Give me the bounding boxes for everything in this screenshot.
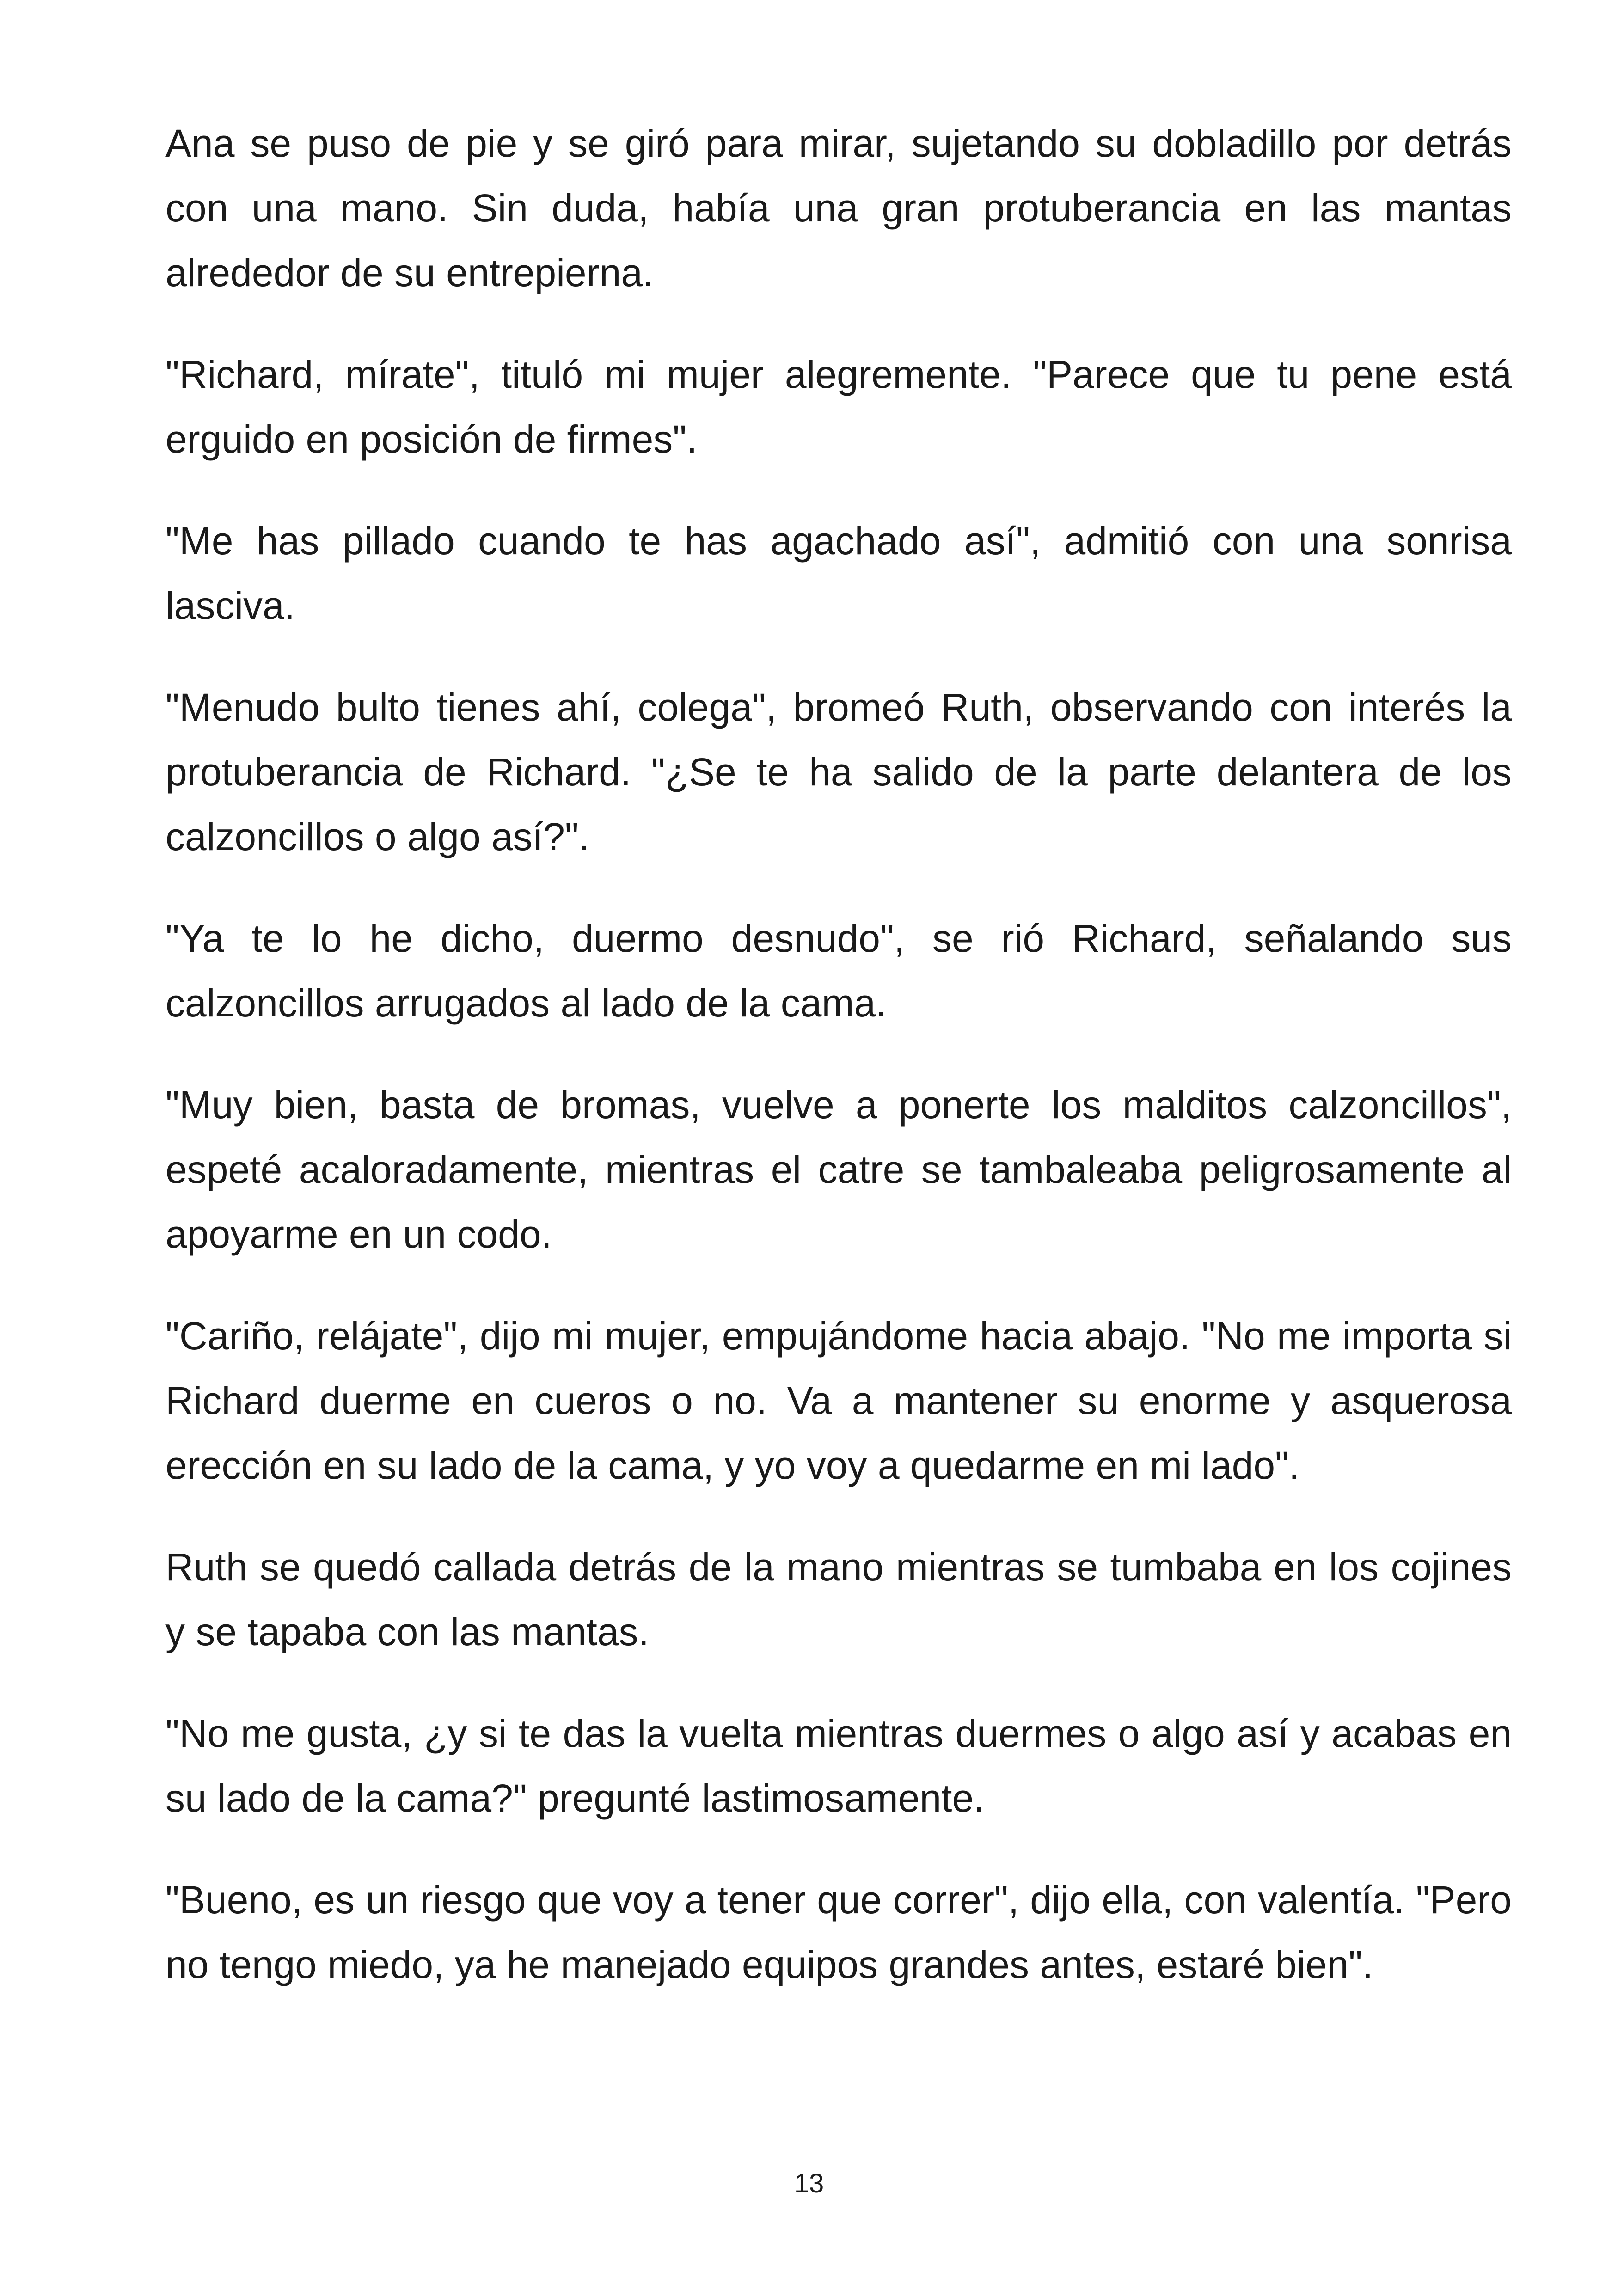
page-number: 13 xyxy=(794,2168,824,2198)
paragraph-6: "Muy bien, basta de bromas, vuelve a ponerte los malditos calzoncillos", espeté acaloradamente, mientras el catre se tambaleaba peligrosamente al apoyarme en un codo. xyxy=(165,1083,1512,1256)
paragraph-2: "Richard, mírate", tituló mi mujer alegremente. "Parece que tu pene está erguido en posición de firmes". xyxy=(165,353,1512,461)
paragraph-10: "Bueno, es un riesgo que voy a tener que correr", dijo ella, con valentía. "Pero no tengo miedo, ya he manejado equipos grandes antes, estaré bien". xyxy=(165,1878,1512,1986)
paragraph-7: "Cariño, relájate", dijo mi mujer, empujándome hacia abajo. "No me importa si Richard duerme en cueros o no. Va a mantener su enorme y asquerosa erección en su lado de la cama, y yo voy a quedarme en mi lado". xyxy=(165,1314,1512,1487)
paragraph-9: "No me gusta, ¿y si te das la vuelta mientras duermes o algo así y acabas en su lado de la cama?" pregunté lastimosamente. xyxy=(165,1712,1512,1820)
paragraph-5: "Ya te lo he dicho, duermo desnudo", se rió Richard, señalando sus calzoncillos arrugados al lado de la cama. xyxy=(165,917,1512,1025)
paragraph-3: "Me has pillado cuando te has agachado así", admitió con una sonrisa lasciva. xyxy=(165,519,1512,627)
paragraph-8: Ruth se quedó callada detrás de la mano mientras se tumbaba en los cojines y se tapaba con las mantas. xyxy=(165,1545,1512,1653)
paragraph-4: "Menudo bulto tienes ahí, colega", bromeó Ruth, observando con interés la protuberancia de Richard. "¿Se te ha salido de la parte delantera de los calzoncillos o algo así?". xyxy=(165,686,1512,858)
body-text xyxy=(165,111,1512,2034)
paragraph-1: Ana se puso de pie y se giró para mirar, sujetando su dobladillo por detrás con una mano. Sin duda, había una gran protuberancia en las mantas alrededor de su entrepierna. xyxy=(165,122,1512,294)
